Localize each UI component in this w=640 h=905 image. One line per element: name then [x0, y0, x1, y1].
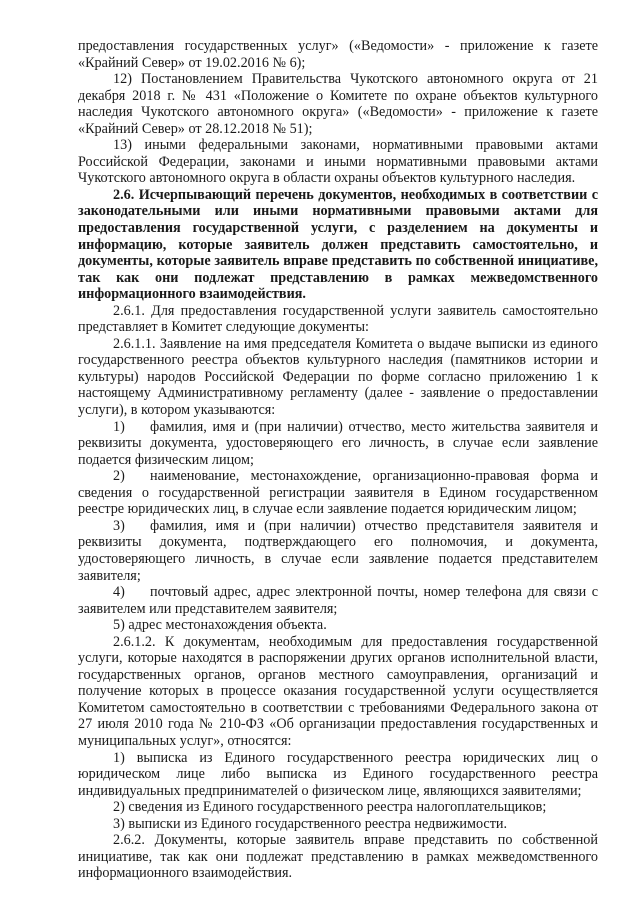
list-item-text: фамилия, имя и (при наличии) отчество, место жительства заявителя и реквизиты документа, удостоверяющего его личность, в случае если заявление подается физическим лицом;	[78, 418, 598, 468]
doc-item-1: 1) выписка из Единого государственного реестра юридических лиц о юридическом лице либо выписка из Единого государственного реестра индивидуальных предпринимателей о физическом лице, являющихся заявителями;	[78, 749, 598, 799]
list-number: 4)	[113, 584, 125, 601]
list-number: 1)	[113, 418, 125, 435]
doc-item-2: 2) сведения из Единого государственного реестра налогоплательщиков;	[113, 799, 547, 816]
list-number: 2)	[113, 468, 125, 485]
list-item-text: фамилия, имя и (при наличии) отчество представителя заявителя и реквизиты документа, подтверждающего его полномочия, и документа, удостоверяющего личность, в случае если заявление подается представителем заявителя;	[78, 517, 598, 584]
paragraph-2-6-1: 2.6.1. Для предоставления государственной услуги заявитель самостоятельно представляет в Комитет следующие документы:	[78, 302, 598, 336]
list-item-1	[78, 419, 598, 469]
list-item-2	[78, 468, 598, 518]
list-number: 3)	[113, 517, 125, 534]
paragraph-cont: предоставления государственных услуг» («Ведомости» - приложение к газете «Крайний Север» от 19.02.2016 № 6);	[78, 38, 598, 71]
section-heading-2-6: 2.6. Исчерпывающий перечень документов, необходимых в соответствии с законодательными или иными нормативными правовыми актами для предоставления государственной услуги, с разделением на документы и информацию, которые заявитель должен представить самостоятельно, и документы, которые заявитель вправе представить по собственной инициативе, так как они подлежат представлению в рамках межведомственного информационного взаимодействия.	[78, 186, 598, 303]
paragraph-2-6-1-2: 2.6.1.2. К документам, необходимым для предоставления государственной услуги, которые находятся в распоряжении других органов исполнительной власти, государственных органов, органов местного самоуправления, организаций и получение которых в процессе оказания государственной услуги осуществляется Комитетом самостоятельно в соответствии с требованиями Федерального закона от 27 июля 2010 года № 210-ФЗ «Об организации предоставления государственных и муниципальных услуг», относятся:	[78, 633, 598, 749]
paragraph-item-13: 13) иными федеральными законами, нормативными правовыми актами Российской Федерации, законами и иными нормативными правовыми актами Чукотского автономного округа в области охраны объектов культурного наследия.	[78, 137, 598, 187]
doc-item-3: 3) выписки из Единого государственного реестра недвижимости.	[113, 815, 508, 832]
list-item-3	[78, 518, 598, 584]
list-item-5: 5) адрес местонахождения объекта.	[113, 617, 327, 634]
list-item-4	[78, 584, 598, 617]
document-page	[78, 38, 598, 882]
paragraph-item-12: 12) Постановлением Правительства Чукотского автономного округа от 21 декабря 2018 г. № 431 «Положение о Комитете по охране объектов культурного наследия Чукотского автономного округа» («Ведомости» - приложение к газете «Крайний Север» от 28.12.2018 № 51);	[78, 71, 598, 137]
list-item-text: почтовый адрес, адрес электронной почты, номер телефона для связи с заявителем или представителем заявителя;	[78, 584, 598, 617]
paragraph-2-6-2: 2.6.2. Документы, которые заявитель вправе представить по собственной инициативе, так как они подлежат представлению в рамках межведомственного информационного взаимодействия.	[78, 832, 598, 882]
list-item-text: наименование, местонахождение, организационно-правовая форма и сведения о государственной регистрации заявителя в Едином государственном реестре юридических лиц, в случае если заявление подается юридическим лицом;	[78, 468, 598, 518]
paragraph-2-6-1-1: 2.6.1.1. Заявление на имя председателя Комитета о выдаче выписки из единого государственного реестра объектов культурного наследия (памятников истории и культуры) народов Российской Федерации по форме согласно приложению 1 к настоящему Административному регламенту (далее - заявление о предоставлении услуги), в котором указываются:	[78, 335, 598, 419]
